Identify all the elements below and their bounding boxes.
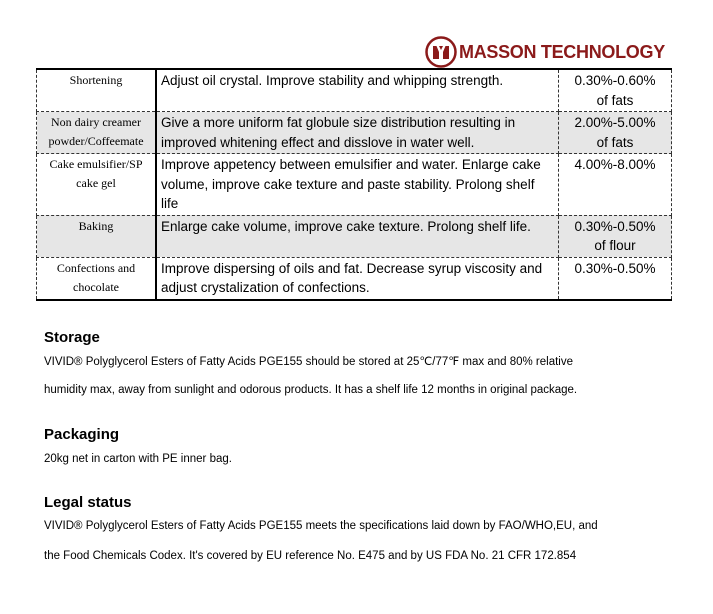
legal-line-1: VIVID® Polyglycerol Esters of Fatty Acids PGE155 meets the specifications laid down by FAO/WHO,EU, and bbox=[44, 520, 598, 532]
packaging-line-1: 20kg net in carton with PE inner bag. bbox=[44, 453, 232, 465]
function-cell: Enlarge cake volume, improve cake texture. Prolong shelf life. bbox=[156, 215, 559, 257]
application-cell: Cake emulsifier/SP cake gel bbox=[37, 154, 157, 216]
dosage-value: of fats bbox=[596, 134, 634, 150]
dosage-value: 4.00%-8.00% bbox=[574, 157, 656, 172]
application-cell: Non dairy creamer powder/Coffeemate bbox=[37, 112, 157, 154]
dosage-cell bbox=[559, 112, 672, 154]
table-row bbox=[37, 154, 672, 216]
application-cell: Shortening bbox=[37, 69, 157, 112]
dosage-value: 0.30%-0.60% bbox=[574, 73, 656, 88]
function-cell: Adjust oil crystal. Improve stability and whipping strength. bbox=[156, 69, 559, 112]
brand-name: MASSON TECHNOLOGY bbox=[459, 41, 665, 62]
dosage-cell bbox=[559, 257, 672, 300]
table-row bbox=[37, 69, 672, 112]
function-cell: Improve appetency between emulsifier and water. Enlarge cake volume, improve cake texture and paste stability. Prolong shelf life bbox=[156, 154, 559, 216]
dosage-cell bbox=[559, 69, 672, 112]
dosage-value: 2.00%-5.00% bbox=[574, 115, 656, 130]
packaging-heading: Packaging bbox=[44, 426, 120, 443]
brand-logo bbox=[425, 36, 665, 68]
dosage-cell bbox=[559, 154, 672, 216]
storage-heading: Storage bbox=[44, 329, 100, 346]
table-row bbox=[37, 257, 672, 300]
function-cell: Improve dispersing of oils and fat. Decrease syrup viscosity and adjust crystalization of confections. bbox=[156, 257, 559, 300]
storage-line-1: VIVID® Polyglycerol Esters of Fatty Acids PGE155 should be stored at 25℃/77℉ max and 80% relative bbox=[44, 356, 574, 368]
applications-table bbox=[36, 68, 672, 301]
legal-line-2: the Food Chemicals Codex. It's covered by EU reference No. E475 and by US FDA No. 21 CFR 172.854 bbox=[44, 550, 577, 562]
dosage-value: 0.30%-0.50% bbox=[574, 260, 656, 276]
table-row bbox=[37, 215, 672, 257]
legal-heading: Legal status bbox=[44, 494, 132, 511]
dosage-value: of fats bbox=[596, 92, 634, 108]
dosage-value: 0.30%-0.50% bbox=[574, 218, 656, 234]
dosage-cell bbox=[559, 215, 672, 257]
masson-logo-icon bbox=[425, 36, 457, 68]
application-cell: Baking bbox=[37, 215, 157, 257]
storage-line-2: humidity max, away from sunlight and odorous products. It has a shelf life 12 months in original package. bbox=[44, 384, 578, 396]
application-cell: Confections and chocolate bbox=[37, 257, 157, 300]
table-row bbox=[37, 112, 672, 154]
dosage-value: of flour bbox=[594, 238, 636, 253]
function-cell: Give a more uniform fat globule size distribution resulting in improved whitening effect and disslove in water well. bbox=[156, 112, 559, 154]
